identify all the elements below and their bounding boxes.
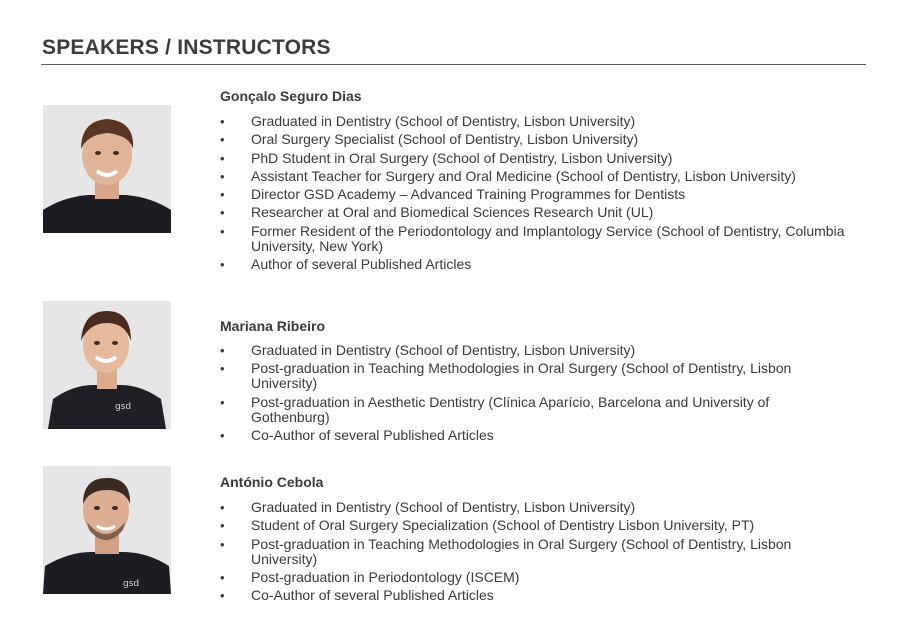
credential-item: • Graduated in Dentistry (School of Dentistry, Lisbon University) <box>220 500 850 515</box>
credential-item: • Oral Surgery Specialist (School of Dentistry, Lisbon University) <box>220 132 850 147</box>
speaker-credentials-list <box>220 114 850 275</box>
credential-item: • Post-graduation in Teaching Methodologies in Oral Surgery (School of Dentistry, Lisbon University) <box>220 537 850 567</box>
svg-text:gsd: gsd <box>115 402 132 412</box>
speaker-credentials-list <box>220 343 850 446</box>
speaker-photo <box>43 301 171 429</box>
credential-item: • Director GSD Academy – Advanced Training Programmes for Dentists <box>220 187 850 202</box>
speaker-name: Gonçalo Seguro Dias <box>220 88 362 104</box>
credential-item: • Graduated in Dentistry (School of Dentistry, Lisbon University) <box>220 343 850 358</box>
speaker-photo <box>43 466 171 594</box>
page-title: SPEAKERS / INSTRUCTORS <box>42 36 331 59</box>
credential-item: • Co-Author of several Published Articles <box>220 588 850 603</box>
speaker-name: Mariana Ribeiro <box>220 318 326 334</box>
speaker-photo <box>43 105 171 233</box>
credential-item: • Assistant Teacher for Surgery and Oral Medicine (School of Dentistry, Lisbon University) <box>220 169 850 184</box>
credential-item: • Researcher at Oral and Biomedical Sciences Research Unit (UL) <box>220 205 850 220</box>
credential-item: • Author of several Published Articles <box>220 257 850 272</box>
svg-text:gsd: gsd <box>123 579 140 589</box>
credential-item: • Post-graduation in Periodontology (ISCEM) <box>220 570 850 585</box>
credential-item: • Former Resident of the Periodontology and Implantology Service (School of Dentistry, Columbia University, New York) <box>220 224 850 254</box>
credential-item: • Co-Author of several Published Articles <box>220 428 850 443</box>
credential-item: • Post-graduation in Teaching Methodologies in Oral Surgery (School of Dentistry, Lisbon University) <box>220 361 850 391</box>
speaker-name: António Cebola <box>220 474 324 490</box>
credential-item: • Student of Oral Surgery Specialization (School of Dentistry Lisbon University, PT) <box>220 518 850 533</box>
credential-item: • Graduated in Dentistry (School of Dentistry, Lisbon University) <box>220 114 850 129</box>
speaker-credentials-list <box>220 500 850 606</box>
credential-item: • Post-graduation in Aesthetic Dentistry (Clínica Aparício, Barcelona and University of Gothenburg) <box>220 395 850 425</box>
credential-item: • PhD Student in Oral Surgery (School of Dentistry, Lisbon University) <box>220 151 850 166</box>
title-divider <box>41 64 866 65</box>
